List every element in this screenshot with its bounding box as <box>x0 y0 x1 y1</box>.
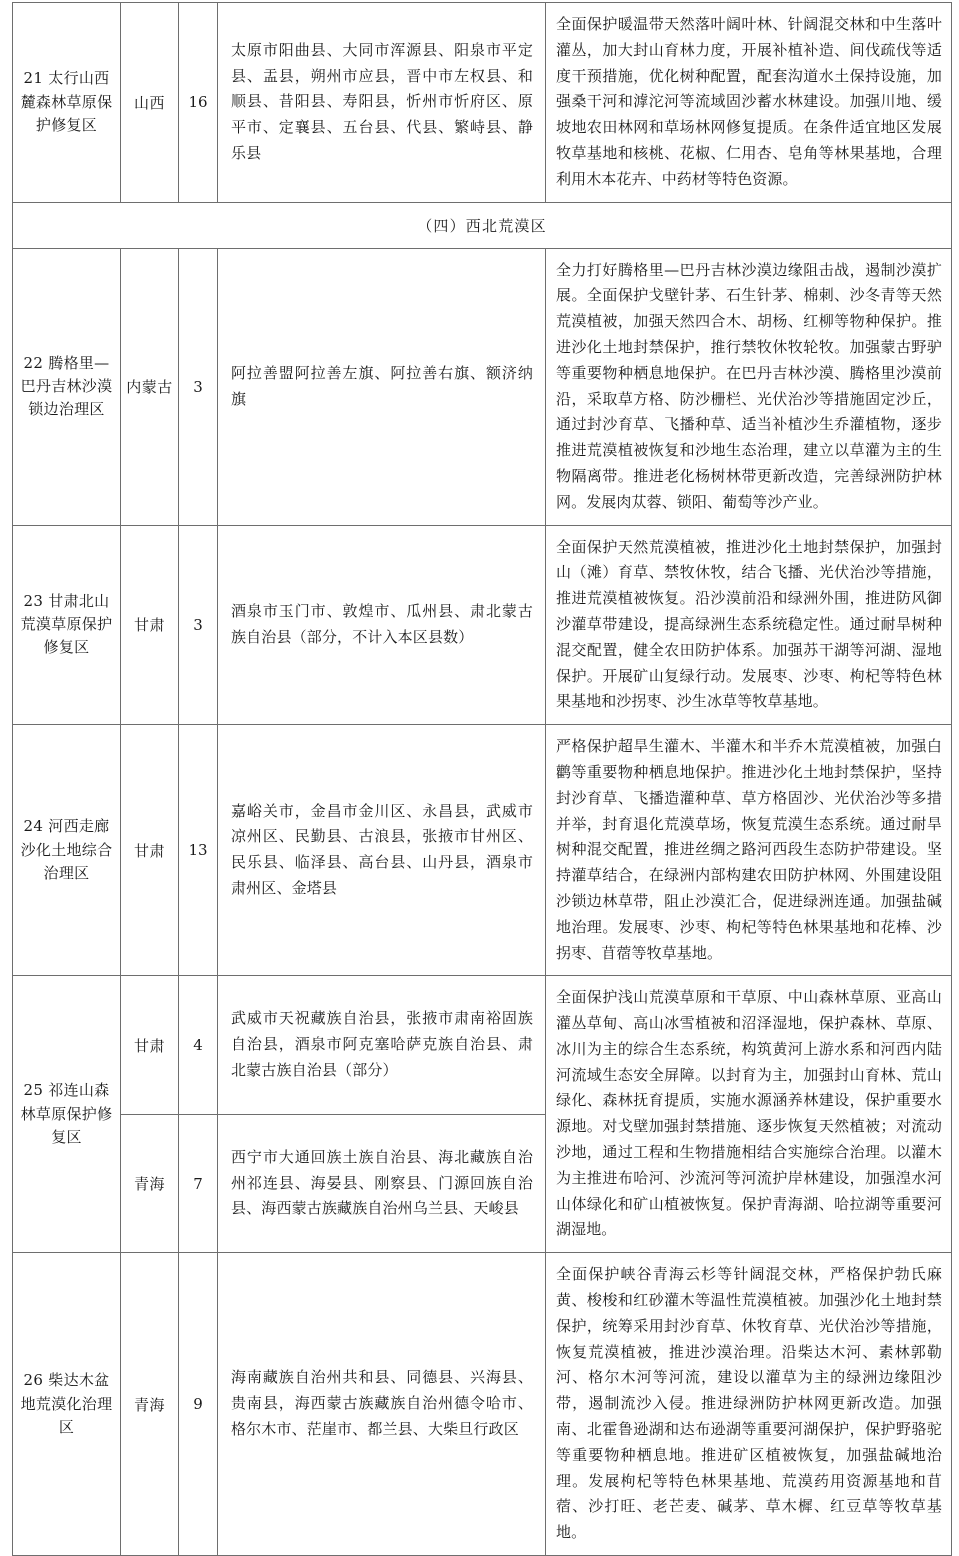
zone-name-text: 24 河西走廊沙化土地综合治理区 <box>20 817 113 882</box>
administrative-units-cell <box>218 525 546 725</box>
table-row <box>13 248 952 525</box>
county-count-text: 9 <box>193 1395 203 1414</box>
administrative-units-cell <box>218 725 546 976</box>
zone-name-text: 26 柴达木盆地荒漠化治理区 <box>20 1371 113 1436</box>
administrative-units-cell <box>218 1253 546 1556</box>
task-description-cell <box>546 1253 952 1556</box>
province-text: 青海 <box>133 1175 165 1194</box>
zone-name-text: 21 太行山西麓森林草原保护修复区 <box>20 69 113 134</box>
province-cell <box>121 525 179 725</box>
county-count-text: 7 <box>193 1174 203 1193</box>
table-row <box>13 725 952 976</box>
county-count-cell <box>179 3 218 203</box>
province-text: 甘肃 <box>133 616 165 635</box>
province-cell <box>121 976 179 1114</box>
task-description-cell <box>546 976 952 1253</box>
county-count-text: 4 <box>193 1036 203 1055</box>
table-row <box>13 3 952 203</box>
county-count-text: 3 <box>193 615 203 634</box>
section-header-cell <box>13 202 952 248</box>
administrative-units-text: 太原市阳曲县、大同市浑源县、阳泉市平定县、盂县，朔州市应县，晋中市左权县、和顺县、昔阳县、寿阳县，忻州市忻府区、原平市、定襄县、五台县、代县、繁峙县、静乐县 <box>231 40 533 162</box>
table-body <box>13 3 952 1556</box>
county-count-cell <box>179 525 218 725</box>
task-description-cell <box>546 248 952 525</box>
section-header-row <box>13 202 952 248</box>
zone-name-text: 22 腾格里—巴丹吉林沙漠锁边治理区 <box>20 353 113 419</box>
province-text: 青海 <box>133 1395 165 1414</box>
table-row <box>13 976 952 1114</box>
county-count-text: 13 <box>188 841 208 860</box>
task-description-text: 全面保护峡谷青海云杉等针阔混交林，严格保护勃氏麻黄、梭梭和红砂灌木等温性荒漠植被。加强沙化土地封禁保护，统筹采用封沙育草、休牧育草、光伏治沙等措施，恢复荒漠植被，推进沙漠治理。沿柴达木河、素林郭勒河、格尔木河等河流，建设以灌草为主的绿洲边缘阻沙带，遏制流沙入侵。推进绿洲防护林网更新改造。加强南、北霍鲁逊湖和达布逊湖等重要河湖保护，保护野骆驼等重要物种栖息地。推进矿区植被恢复，加强盐碱地治理。发展枸杞等特色林果基地、荒漠药用资源基地和苜蓿、沙打旺、老芒麦、碱茅、草木樨、红豆草等牧草基地。 <box>556 1265 942 1542</box>
county-count-cell <box>179 976 218 1114</box>
task-description-text: 严格保护超旱生灌木、半灌木和半乔木荒漠植被，加强白鹳等重要物种栖息地保护。推进沙化土地封禁保护，坚持封沙育草、飞播造灌种草、草方格固沙、光伏治沙等多措并举，封育退化荒漠草场，恢复荒漠生态系统。通过耐旱树种混交配置，推进丝绸之路河西段生态防护带建设。坚持灌草结合，在绿洲内部构建农田防护林网、外围建设阻沙锁边林草带，阻止沙漠汇合，促进绿洲连通。加强盐碱地治理。发展枣、沙枣、枸杞等特色林果基地和花棒、沙拐枣、苜蓿等牧草基地。 <box>556 737 942 962</box>
province-cell <box>121 248 179 525</box>
zone-name-cell <box>13 725 121 976</box>
administrative-units-text: 酒泉市玉门市、敦煌市、瓜州县、肃北蒙古族自治县（部分，不计入本区县数） <box>231 602 533 646</box>
county-count-cell <box>179 1114 218 1252</box>
task-description-text: 全面保护暖温带天然落叶阔叶林、针阔混交林和中生落叶灌丛，加大封山育林力度，开展补植补造、间伐疏伐等适度干预措施，优化树种配置，配套沟道水土保持设施，加强桑干河和滹沱河等流域固沙蓄水林建设。加强川地、缓坡地农田林网和草场林网修复提质。在条件适宜地区发展牧草基地和核桃、花椒、仁用杏、皂角等林果基地，合理利用木本花卉、中药材等特色资源。 <box>556 15 942 188</box>
county-count-text: 3 <box>193 377 203 396</box>
task-description-text: 全面保护浅山荒漠草原和干草原、中山森林草原、亚高山灌丛草甸、高山冰雪植被和沼泽湿地，保护森林、草原、冰川为主的综合生态系统，构筑黄河上游水系和河西内陆河流域生态安全屏障。以封育为主，加强封山育林、荒山绿化、森林抚育提质，实施水源涵养林建设，保护重要水源地。对戈壁加强封禁措施、逐步恢复天然植被；对流动沙地，通过工程和生物措施相结合实施综合治理。以灌木为主推进布哈河、沙流河等河流护岸林建设，加强湟水河山体绿化和矿山植被恢复。保护青海湖、哈拉湖等重要河湖湿地。 <box>556 988 942 1239</box>
section-header-text: （四）西北荒漠区 <box>417 216 547 235</box>
county-count-text: 16 <box>188 93 208 112</box>
province-text: 山西 <box>133 93 165 112</box>
province-text: 甘肃 <box>133 1036 165 1055</box>
administrative-units-text: 嘉峪关市，金昌市金川区、永昌县，武威市凉州区、民勤县、古浪县，张掖市甘州区、民乐县、临泽县、高台县、山丹县，酒泉市肃州区、金塔县 <box>231 801 533 897</box>
table-row <box>13 1253 952 1556</box>
task-description-text: 全面保护天然荒漠植被，推进沙化土地封禁保护，加强封山（滩）育草、禁牧休牧，结合飞播、光伏治沙等措施，推进荒漠植被恢复。沿沙漠前沿和绿洲外围，推进防风御沙灌草带建设，提高绿洲生态系统稳定性。通过耐旱树种混交配置，健全农田防护体系。加强苏干湖等河湖、湿地保护。开展矿山复绿行动。发展枣、沙枣、枸杞等特色林果基地和沙拐枣、沙生冰草等牧草基地。 <box>556 537 942 711</box>
task-description-cell <box>546 725 952 976</box>
table-row <box>13 525 952 725</box>
zone-name-cell <box>13 1253 121 1556</box>
province-cell <box>121 3 179 203</box>
task-description-cell <box>546 3 952 203</box>
province-text: 内蒙古 <box>126 378 173 397</box>
province-cell <box>121 1253 179 1556</box>
county-count-cell <box>179 248 218 525</box>
province-text: 甘肃 <box>133 841 165 860</box>
administrative-units-cell <box>218 248 546 525</box>
administrative-units-cell <box>218 976 546 1114</box>
administrative-units-text: 阿拉善盟阿拉善左旗、阿拉善右旗、额济纳旗 <box>231 363 533 408</box>
administrative-units-cell <box>218 3 546 203</box>
county-count-cell <box>179 725 218 976</box>
ecological-zone-table <box>12 2 952 1556</box>
task-description-text: 全力打好腾格里—巴丹吉林沙漠边缘阻击战，遏制沙漠扩展。全面保护戈壁针茅、石生针茅、棉刺、沙冬青等天然荒漠植被，加强天然四合木、胡杨、红柳等物种保护。推进沙化土地封禁保护，推行禁牧休牧轮牧。加强蒙古野驴等重要物种栖息地保护。在巴丹吉林沙漠、腾格里沙漠前沿，采取草方格、防沙栅栏、光伏治沙等措施固定沙丘，通过封沙育草、飞播种草、适当补植沙生乔灌植物，逐步推进荒漠植被恢复和沙地生态治理，建立以草灌为主的生物隔离带。推进老化杨树林带更新改造，完善绿洲防护林网。发展肉苁蓉、锁阳、葡萄等沙产业。 <box>556 260 942 511</box>
zone-name-text: 25 祁连山森林草原保护修复区 <box>20 1081 113 1146</box>
county-count-cell <box>179 1253 218 1556</box>
province-cell <box>121 725 179 976</box>
administrative-units-text: 海南藏族自治州共和县、同德县、兴海县、贵南县，海西蒙古族藏族自治州德令哈市、格尔木市、茫崖市、都兰县、大柴旦行政区 <box>231 1368 533 1439</box>
administrative-units-text: 武威市天祝藏族自治县，张掖市肃南裕固族自治县，酒泉市阿克塞哈萨克族自治县、肃北蒙古族自治县（部分） <box>231 1009 533 1079</box>
task-description-cell <box>546 525 952 725</box>
zone-name-cell <box>13 976 121 1253</box>
zone-name-cell <box>13 525 121 725</box>
province-cell <box>121 1114 179 1252</box>
administrative-units-text: 西宁市大通回族土族自治县、海北藏族自治州祁连县、海晏县、刚察县、门源回族自治县、海西蒙古族藏族自治州乌兰县、天峻县 <box>231 1147 533 1218</box>
zone-name-cell <box>13 248 121 525</box>
zone-name-text: 23 甘肃北山荒漠草原保护修复区 <box>20 591 113 657</box>
administrative-units-cell <box>218 1114 546 1252</box>
zone-name-cell <box>13 3 121 203</box>
